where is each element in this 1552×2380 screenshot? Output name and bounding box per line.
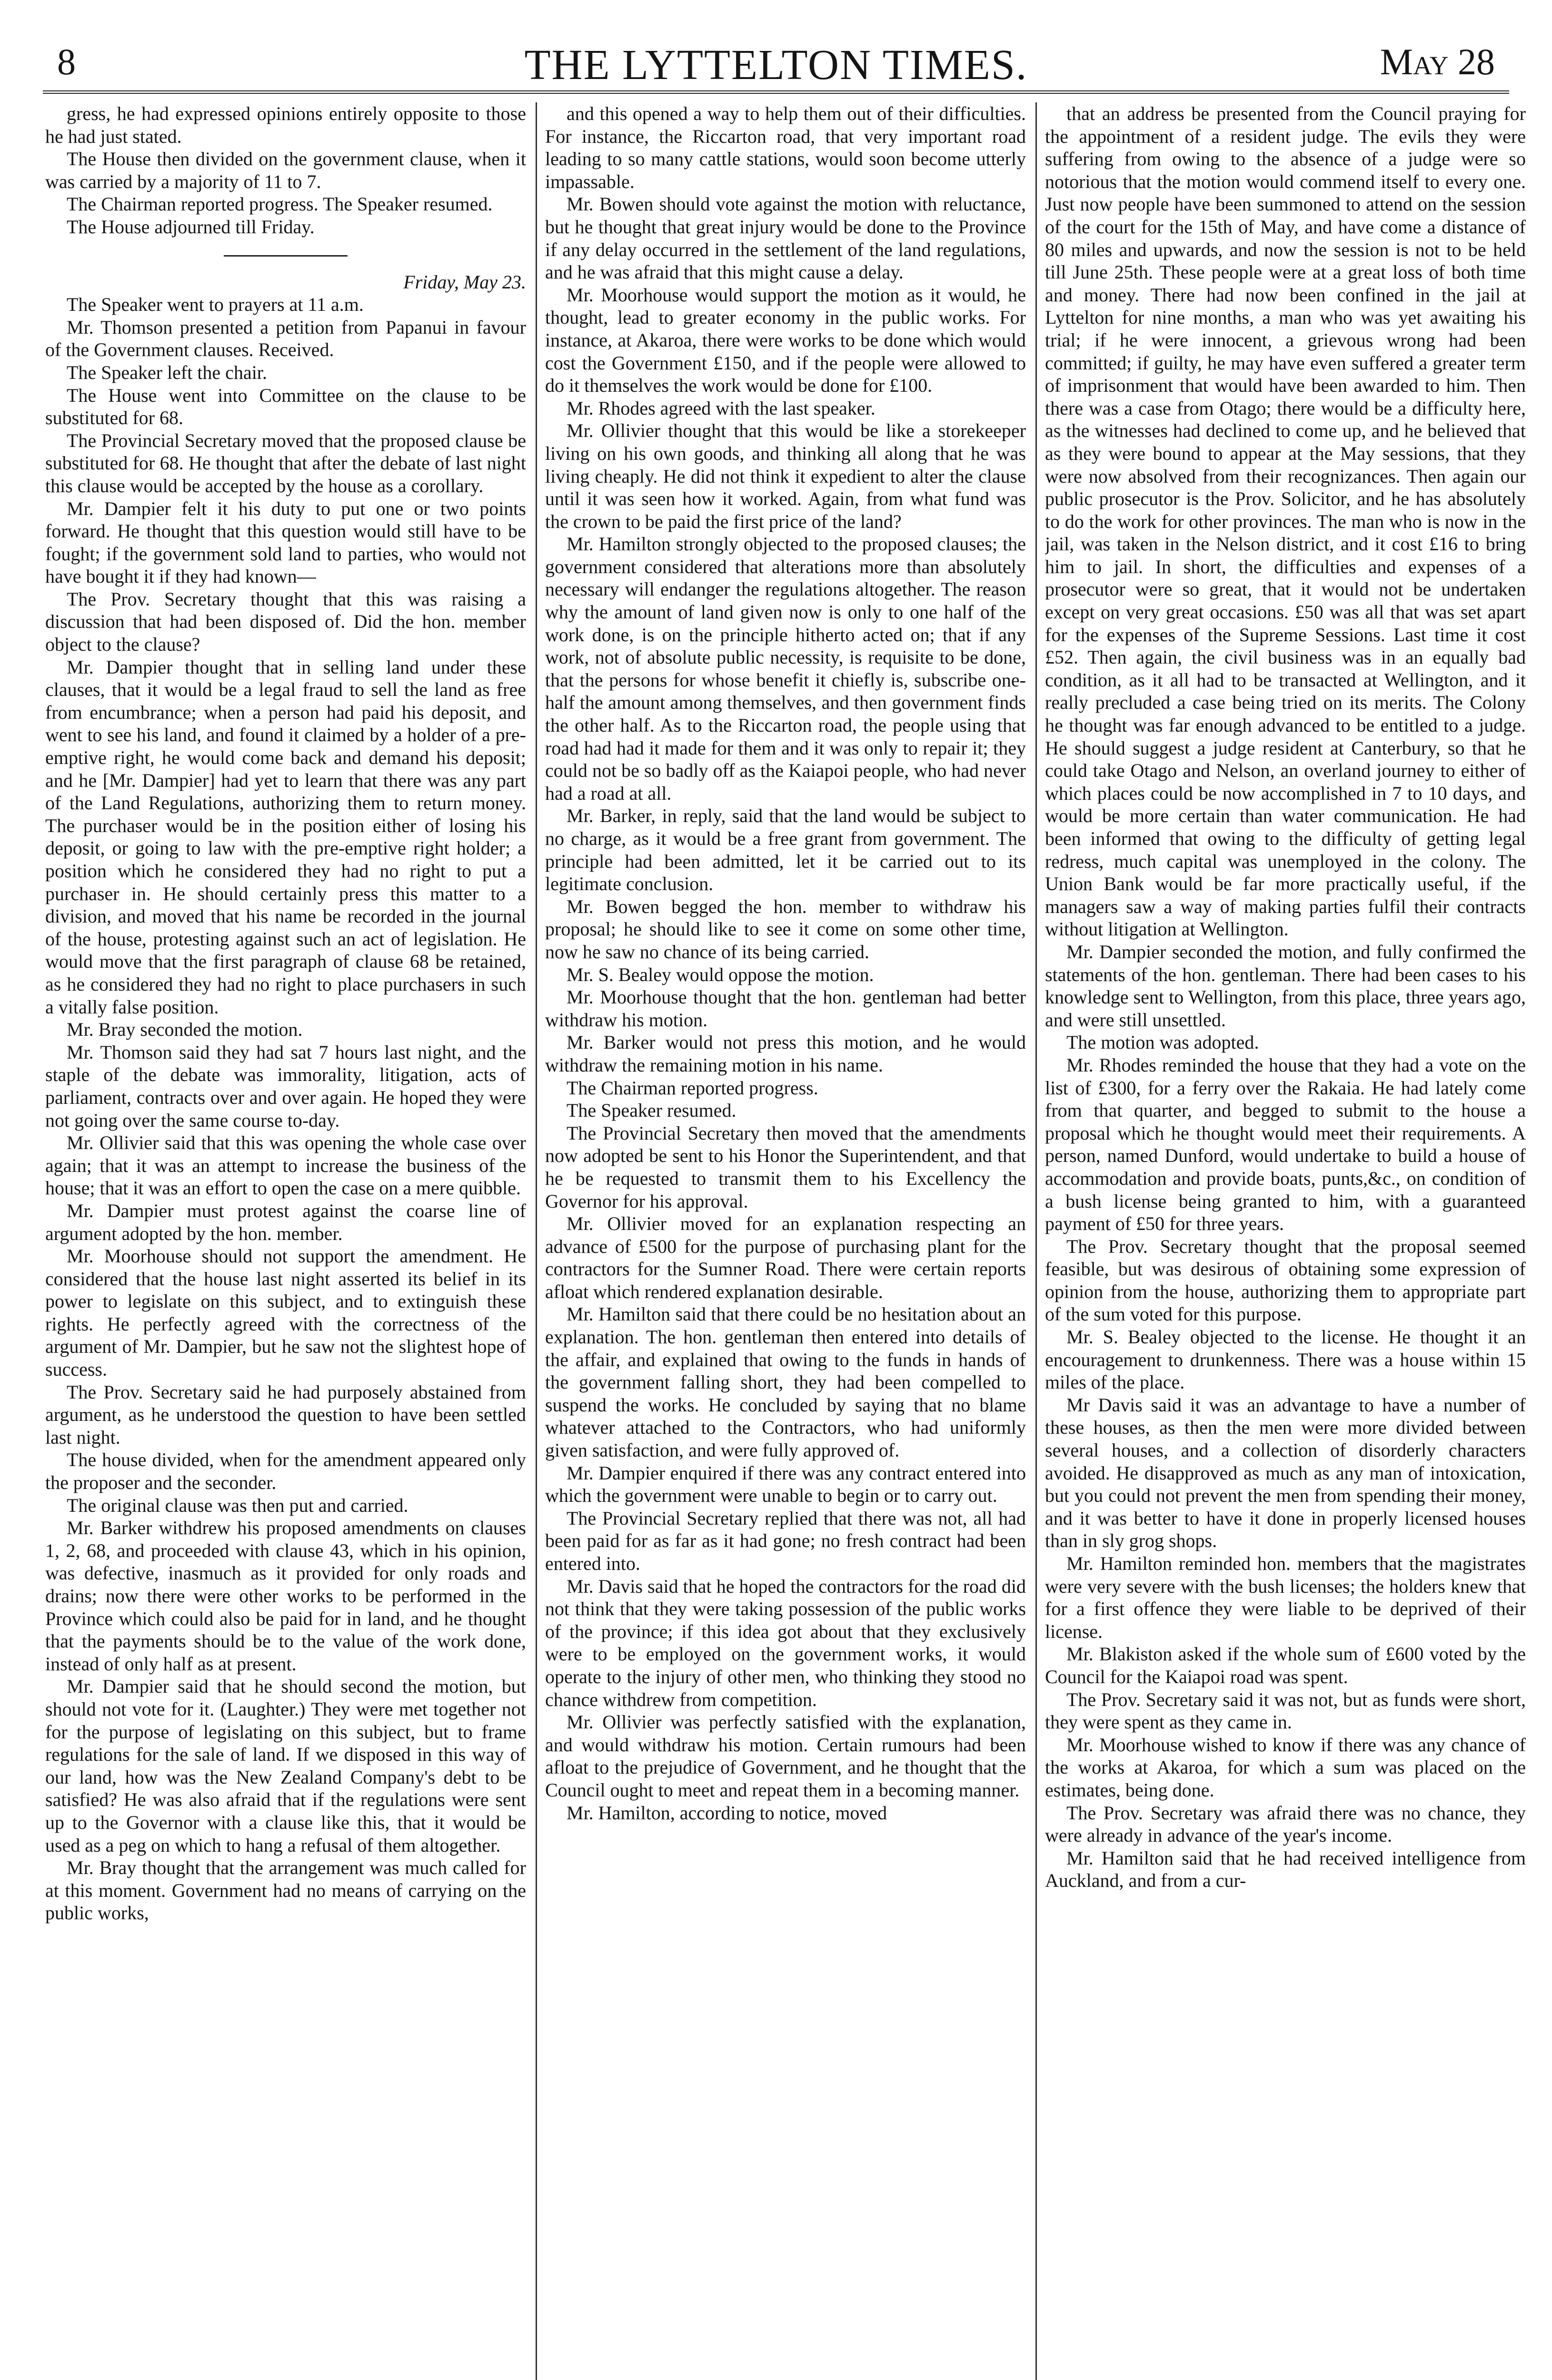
article-paragraph: The motion was adopted. [1066,1031,1259,1053]
article-paragraph: The House then divided on the government clause, when it was carried by a majority of 11 to 7. [45,148,526,192]
article-paragraph: Mr. Moorhouse should not support the amendment. He considered that the house last night asserted its belief in its power to legislate on this subject, and to extinguish these rights. He perfectly agreed with the correctness of the argument of Mr. Dampier, but he saw not the slightest hope of success. [45,1245,526,1380]
column-2-text [545,102,1026,1824]
article-paragraph: Mr. Ollivier moved for an explanation respecting an advance of £500 for the purpose of purchasing plant for the contractors for the Sumner Road. There were certain reports afloat which rendered explanation desirable. [545,1213,1026,1302]
article-paragraph: Mr. Moorhouse thought that the hon. gentleman had better withdraw his motion. [545,986,1026,1031]
article-paragraph: Mr. Hamilton said that there could be no hesitation about an explanation. The hon. gentleman then entered into details of the affair, and explained that owing to the funds in hands of the government falling short, they had been compelled to suspend the works. He concluded by saying that no blame whatever attached to the Contractors, who had uniformly given satisfaction, and were fully approved of. [545,1303,1026,1461]
article-paragraph: The Speaker resumed. [567,1100,736,1121]
article-paragraph: The Prov. Secretary was afraid there was no chance, they were already in advance of the year's income. [1045,1802,1526,1846]
article-paragraph: Mr. Hamilton, according to notice, moved [567,1802,887,1824]
article-paragraph: The Prov. Secretary said he had purposely abstained from argument, as he understood the question to have been settled last night. [45,1381,526,1448]
article-paragraph: Mr. Hamilton reminded hon. members that the magistrates were very severe with the bush licenses; the holders knew that for a first offence they were liable to be deprived of their license. [1045,1553,1526,1642]
article-paragraph: Mr. Blakiston asked if the whole sum of £600 voted by the Council for the Kaiapoi road was spent. [1045,1643,1526,1687]
article-paragraph: Mr. Ollivier said that this was opening the whole case over again; that it was an attempt to increase the business of the house; that it was an effort to open the case on a mere quibble. [45,1132,526,1199]
article-paragraph: Mr. S. Bealey objected to the license. He thought it an encouragement to drunkenness. There was a house within 15 miles of the place. [1045,1326,1526,1393]
article-paragraph: The Prov. Secretary thought that this was raising a discussion that had been disposed of. Did the hon. member object to the clause? [45,588,526,655]
article-paragraph: gress, he had expressed opinions entirely opposite to those he had just stated. [45,103,526,147]
column-1-text-before-rule [45,102,526,238]
article-paragraph: The Speaker left the chair. [67,361,267,383]
article-paragraph: Mr. Moorhouse wished to know if there was any chance of the works at Akaroa, for which a sum was placed on the estimates, being done. [1045,1734,1526,1801]
article-paragraph: The Prov. Secretary thought that the proposal seemed feasible, but was desirous of obtaining some expression of opinion from the house, authorizing them to appropriate part of the sum voted for this purpose. [1045,1235,1526,1325]
article-paragraph: and this opened a way to help them out of their difficulties. For instance, the Riccarton road, that very important road leading to so many cattle stations, would soon become utterly impassable. [545,103,1026,192]
article-paragraph: Mr. Dampier enquired if there was any contract entered into which the government were unable to begin or to carry out. [545,1462,1026,1507]
article-paragraph: Mr. Barker withdrew his proposed amendments on clauses 1, 2, 68, and proceeded with clause 43, which in his opinion, was defective, inasmuch as it provided for only roads and drains; now there were other works to be performed in the Province which could also be paid for in land, and he thought that the payments should be to the value of the work done, instead of only half as at present. [45,1517,526,1675]
article-paragraph: Mr. Bray thought that the arrangement was much called for at this moment. Government had no means of carrying on the public works, [45,1857,526,1924]
article-paragraph: Mr. Moorhouse would support the motion as it would, he thought, lead to greater economy in the public works. For instance, at Akaroa, there were works to be done which would cost the Government £150, and if the people were allowed to do it themselves the work would be done for £100. [545,284,1026,397]
article-paragraph: that an address be presented from the Council praying for the appointment of a resident judge. The evils they were suffering from owing to the absence of a judge were so notorious that the motion would commend itself to every one. Just now people have been summoned to attend on the session of the court for the 15th of May, and have come a distance of 80 miles and upwards, and now the session is not to be held till June 25th. These people were at a great loss of both time and money. There had now been confined in the jail at Lyttelton for nine months, a man who was yet awaiting his trial; if he were innocent, a grievous wrong had been committed; if guilty, he may have even suffered a greater term of imprisonment that would have been awarded to him. Then there was a case from Otago; there would be a difficulty here, as the witnesses had declined to come up, and he believed that as they were bound to appear at the May sessions, that they were now absolved from their recognizances. Then again our public prosecutor is the Prov. Solicitor, and he has absolutely to do the work for other provinces. The man who is now in the jail, was taken in the Nelson district, and it cost £16 to bring him to jail. In short, the difficulties and expenses of a prosecutor were so great, that it would not be undertaken except on very great occasions. £50 was all that was set apart for the expenses of the Supreme Sessions. Last time it cost £52. Then again, the civil business was in an equally bad condition, as it all had to be transacted at Wellington, and it really precluded a case being tried on its merits. The Colony he thought was far enough advanced to be entitled to a judge. He should suggest a judge resident at Canterbury, so that he could take Otago and Nelson, an overland journey to either of which places could be now accomplished in 7 to 10 days, and would be more certain than water communication. He had been informed that owing to the difficulty of getting legal redress, much capital was unemployed in the colony. The Union Bank would be far more practically useful, if the managers saw a way of making parties fulfil their contracts without litigation at Wellington. [1045,103,1526,940]
column-3-text [1045,102,1526,1892]
article-paragraph: Mr. Dampier must protest against the coarse line of argument adopted by the hon. member. [45,1200,526,1244]
article-paragraph: Mr. Rhodes agreed with the last speaker. [567,397,875,419]
article-paragraph: Mr. Hamilton said that he had received intelligence from Auckland, and from a cur- [1045,1847,1526,1892]
article-paragraph: Mr. Dampier seconded the motion, and fully confirmed the statements of the hon. gentleman. There had been cases to his knowledge sent to Wellington, from this place, three years ago, and were still unsettled. [1045,941,1526,1031]
article-paragraph: The Provincial Secretary then moved that the amendments now adopted be sent to his Honor the Superintendent, and that he be requested to transmit them to his Excellency the Governor for his approval. [545,1122,1026,1212]
article-paragraph: Mr. Thomson said they had sat 7 hours last night, and the staple of the debate was immorality, litigation, acts of parliament, contracts over and over again. He hoped they were not going over the same course to-day. [45,1041,526,1131]
article-paragraph: Mr. Hamilton strongly objected to the proposed clauses; the government considered that alterations more than absolutely necessary will endanger the regulations altogether. The reason why the amount of land given now is only to one half of the work done, is on the principle hitherto acted on; that if any work, not of absolute public necessity, is requisite to be done, that the persons for whose benefit it chiefly is, subscribe one-half the amount among themselves, and then government finds the other half. As to the Riccarton road, the people using that road had had it made for them and it was only to repair it; they could not be so badly off as the Kaiapoi people, who had never had a road at all. [545,533,1026,804]
article-paragraph: The Chairman reported progress. The Speaker resumed. [67,193,493,215]
article-paragraph: Mr. Bowen begged the hon. member to withdraw his proposal; he should like to see it come on some other time, now he saw no chance of its being carried. [545,895,1026,962]
article-paragraph: Mr. S. Bealey would oppose the motion. [567,963,874,985]
article-paragraph: The house divided, when for the amendment appeared only the proposer and the seconder. [45,1449,526,1494]
article-paragraph: Mr. Dampier felt it his duty to put one or two points forward. He thought that this question would still have to be fought; if the government sold land to parties, who would not have bought it if they had known— [45,497,526,587]
article-paragraph: The Chairman reported progress. [567,1077,818,1099]
article-paragraph: Mr. Dampier said that he should second the motion, but should not vote for it. (Laughter.) They were met together not for the purpose of legislating on this subject, but to frame regulations for the sale of land. If we disposed in this way of our land, how was the New Zealand Company's debt to be satisfied? He was also afraid that if the regulations were sent up to the Governor with a clause like this, that it would be used as a peg on which to hang a refusal of them altogether. [45,1676,526,1856]
page-number: 8 [57,41,76,82]
article-paragraph: Mr. Bowen should vote against the motion with reluctance, but he thought that great injury would be done to the Province if any delay occurred in the settlement of the land regulations, and he was afraid that this might cause a delay. [545,193,1026,283]
article-paragraph: The Provincial Secretary moved that the proposed clause be substituted for 68. He thought that after the debate of last night this clause would be accepted by the house as a corollary. [45,429,526,496]
issue-date: May 28 [1380,41,1495,82]
article-paragraph: The Provincial Secretary replied that there was not, all had been paid for as far as it had gone; no fresh contract had been entered into. [545,1507,1026,1574]
column-1 [45,102,526,2380]
article-paragraph: Mr. Barker would not press this motion, and he would withdraw the remaining motion in his name. [545,1031,1026,1076]
article-paragraph: Mr. Davis said that he hoped the contractors for the road did not think that they were taking possession of the public works of the province; if this idea got about that they exclusively were to be employed on the government works, it would operate to the injury of other men, who thinking they stood no chance withdrew from competition. [545,1575,1026,1710]
article-paragraph: Mr. Rhodes reminded the house that they had a vote on the list of £300, for a ferry over the Rakaia. He had lately come from that quarter, and begged to submit to the house a proposal which he thought would meet their requirements. A person, named Dunford, would undertake to build a house of accommodation and provide boats, punts,&c., on condition of a bush license being granted to him, with a guaranteed payment of £50 for three years. [1045,1054,1526,1235]
article-paragraph: Mr. Ollivier was perfectly satisfied with the explanation, and would withdraw his motion. Certain rumours had been afloat to the prejudice of Government, and he thought that the Council ought to meet and repeat them in a becoming manner. [545,1711,1026,1801]
newspaper-title: THE LYTTELTON TIMES. [524,41,1028,89]
article-paragraph: The original clause was then put and carried. [67,1494,408,1516]
masthead [43,29,1509,94]
column-1-text-after-rule [45,293,526,1924]
article-paragraph: Mr. Bray seconded the motion. [67,1019,303,1041]
column-rule [1035,102,1037,2380]
section-divider [224,255,348,257]
article-paragraph: Mr. Dampier thought that in selling land under these clauses, that it would be a legal fraud to sell the land as free from encumbrance; when a person had paid his deposit, and went to see his land, and found it claimed by a holder of a pre-emptive right, he would come back and demand his deposit; and he [Mr. Dampier] had yet to learn that there was any part of the Land Regulations, authorizing them to return money. The purchaser would be in the position either of losing his deposit, or going to law with the pre-emptive right holder; a position which he considered they had no right to put a purchaser in. He should certainly press this matter to a division, and moved that his name be recorded in the journal of the house, protesting against such an act of legislation. He would move that the first paragraph of clause 68 be retained, as he considered they had no right to place purchasers in such a vitally false position. [45,656,526,1018]
column-rule [536,102,537,2380]
column-3 [1045,102,1526,2380]
article-paragraph: Mr. Barker, in reply, said that the land would be subject to no charge, as it would be a free grant from government. The principle had been admitted, let it be carried out to its legitimate conclusion. [545,805,1026,895]
article-paragraph: Mr Davis said it was an advantage to have a number of these houses, as then the men were more divided between several houses, and a collection of disorderly characters avoided. He disapproved as much as any man of intoxication, but you could not prevent the men from spending their money, and it was better to have it done in properly licensed houses than in sly grog shops. [1045,1394,1526,1552]
article-paragraph: Mr. Thomson presented a petition from Papanui in favour of the Government clauses. Received. [45,316,526,361]
article-paragraph: The Speaker went to prayers at 11 a.m. [67,294,364,316]
article-paragraph: Mr. Ollivier thought that this would be like a storekeeper living on his own goods, and thinking all along that he was living cheaply. He did not think it expedient to alter the clause until it was seen how it worked. Again, from what fund was the crown to be paid the first price of the land? [545,420,1026,532]
article-paragraph: The Prov. Secretary said it was not, but as funds were short, they were spent as they came in. [1045,1688,1526,1733]
dateline: Friday, May 23. [403,271,526,293]
article-paragraph: The House adjourned till Friday. [67,216,315,238]
column-2 [545,102,1026,2380]
article-paragraph: The House went into Committee on the clause to be substituted for 68. [45,384,526,429]
